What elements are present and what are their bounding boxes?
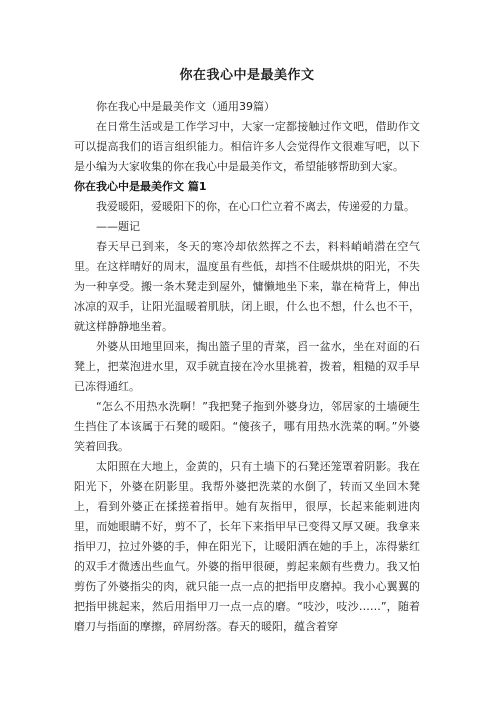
page-title: 你在我心中是最美作文 (179, 68, 315, 83)
intro-subtitle: 你在我心中是最美作文（通用39篇） (96, 100, 275, 113)
section-heading: 你在我心中是最美作文 篇1 (74, 180, 207, 193)
paragraph-1: 我爱暖阳，爱暖阳下的你，在心口伫立着不离去，传递爱的力量。 (96, 200, 415, 213)
paragraph-2: 春天早已到来，冬天的寒冷却依然挥之不去，料料峭峭潜在空气里。在这样晴好的周末，温度虽有些低，却挡不住暖烘烘的阳光，不失为一种享受。搬一条木凳走到屋外，慵懒地坐下来，靠在椅背上，伸出冰凉的双手，让阳光温暖着肌肤，闭上眼，什么也不想，什么也不干，就这样静静地坐着。 (74, 240, 420, 333)
paragraph-3: 外婆从田地里回来，掏出篮子里的青菜，舀一盆水，坐在对面的石凳上，把菜泡进水里，双手就直接在冷水里挑着，拨着，粗糙的双手早已冻得通红。 (74, 340, 420, 393)
epigraph-signature: ——题记 (96, 220, 140, 233)
paragraph-4: “怎么不用热水洗啊！”我把凳子拖到外婆身边，邻居家的土墙硬生生挡住了本该属于石凳的暖阳。“傻孩子，哪有用热水洗菜的啊。”外婆笑着回我。 (74, 400, 420, 453)
intro-paragraph: 在日常生活或是工作学习中，大家一定都接触过作文吧，借助作文可以提高我们的语言组织能力。相信许多人会觉得作文很难写吧，以下是小编为大家收集的你在我心中是最美作文，希望能够帮助到大家。 (74, 120, 420, 173)
paragraph-5: 太阳照在大地上，金黄的，只有土墙下的石凳还笼罩着阴影。我在阳光下，外婆在阴影里。我帮外婆把洗菜的水倒了，转而又坐回木凳上，看到外婆正在揉搓着指甲。她有灰指甲，很厚，长起来能刺进肉里，而她眼睛不好，剪不了，长年下来指甲早已变得又厚又硬。我拿来指甲刀，拉过外婆的手，伸在阳光下，让暖阳洒在她的手上，冻得紫红的双手才微透出些血气。外婆的指甲很硬，剪起来颇有些费力。我又怕剪伤了外婆指尖的肉，就只能一点一点的把指甲皮磨掉。我小心翼翼的把指甲挑起来，然后用指甲刀一点一点的磨。“吱沙，吱沙……”，随着磨刀与指面的摩擦，碎屑纷落。春天的暖阳，蕴含着穿 (74, 460, 420, 633)
